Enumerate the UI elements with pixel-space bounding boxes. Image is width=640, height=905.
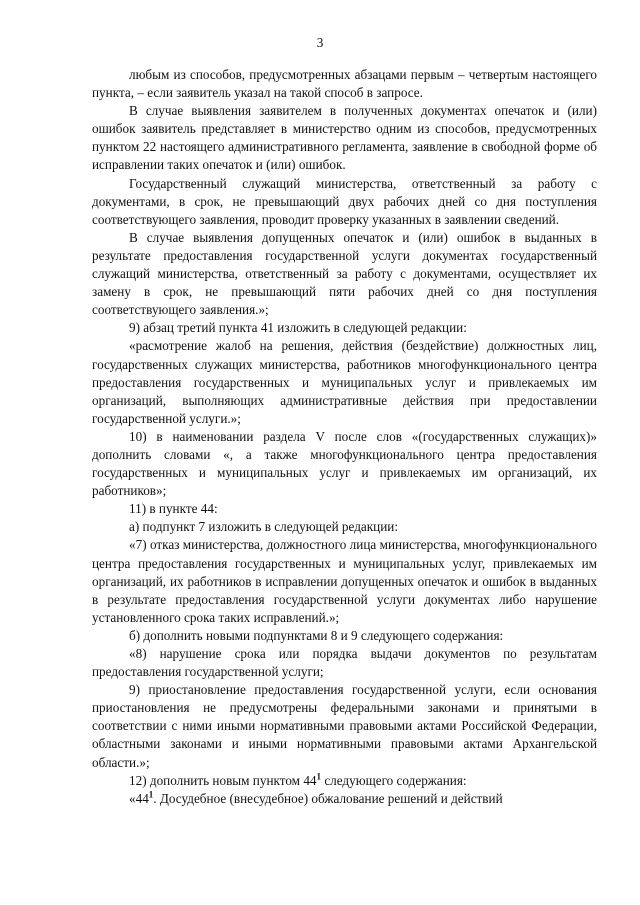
paragraph-10: «7) отказ министерства, должностного лица министерства, многофункционального центра предоставления государственных и муниципальных услуг, привлекаемых им организаций, их работников в исправлении допущенных опечаток и ошибок в выданных в результате предоставления государственной услуги документах либо нарушение установленного срока таких исправлений.»; <box>92 537 597 625</box>
paragraph-7: 10) в наименовании раздела V после слов «(государственных служащих)» дополнить словами «, а также многофункционального центра предоставления государственных и муниципальных услуг и привлекаемых им организаций, их работников»; <box>92 428 597 499</box>
page-number: 3 <box>316 35 324 50</box>
paragraph-14-tail: следующего содержания: <box>321 772 467 788</box>
superscript-marker: 1 <box>316 771 322 782</box>
paragraph-8: 11) в пункте 44: <box>129 501 218 517</box>
paragraph-15-tail: . Досудебное (внесудебное) обжалование решений и действий <box>153 790 503 806</box>
paragraph-14-text: 12) дополнить новым пунктом 44 <box>129 772 317 788</box>
paragraph-13: 9) приостановление предоставления государственной услуги, если основания приостановления не предусмотрены федеральными законами и принятыми в соответствии с ними иными нормативными правовыми актами Российской Федерации, областными законами и иными нормативными правовыми актами Архангельской области.»; <box>92 682 597 770</box>
paragraph-6: «расмотрение жалоб на решения, действия (бездействие) должностных лиц, государственных служащих министерства, работников многофункционального центра предоставления государственных и муниципальных услуг и привлекаемых им организаций, выполняющих административные действия при предоставлении государственной услуги.»; <box>92 338 597 426</box>
paragraph-4: В случае выявления допущенных опечаток и (или) ошибок в выданных в результате предоставления государственной услуги документах государственный служащий министерства, ответственный за работу с документами, осуществляет их замену в срок, не превышающий пяти рабочих дней со дня поступления соответствующего заявления.»; <box>92 229 597 318</box>
paragraph-1: любым из способов, предусмотренных абзацами первым – четвертым настоящего пункта, – если заявитель указал на такой способ в запросе. <box>92 67 597 101</box>
paragraph-15-text: «44 <box>129 790 149 806</box>
paragraph-11: б) дополнить новыми подпунктами 8 и 9 следующего содержания: <box>129 627 504 643</box>
paragraph-9: а) подпункт 7 изложить в следующей редакции: <box>129 519 399 535</box>
paragraph-2: В случае выявления заявителем в полученных документах опечаток и (или) ошибок заявитель представляет в министерство одним из способов, предусмотренных пунктом 22 настоящего административного регламента, заявление в свободной форме об исправлении таких опечаток и (или) ошибок. <box>92 103 597 173</box>
paragraph-12: «8) нарушение срока или порядка выдачи документов по результатам предоставления государственной услуги; <box>92 646 597 680</box>
paragraph-3: Государственный служащий министерства, ответственный за работу с документами, в срок, не превышающий двух рабочих дней со дня поступления соответствующего заявления, проводит проверку указанных в заявлении сведений. <box>92 175 597 227</box>
document-body <box>92 66 597 808</box>
superscript-marker: 1 <box>148 789 154 800</box>
paragraph-15 <box>92 790 597 808</box>
paragraph-14 <box>92 772 597 790</box>
paragraph-5: 9) абзац третий пункта 41 изложить в следующей редакции: <box>129 320 467 336</box>
